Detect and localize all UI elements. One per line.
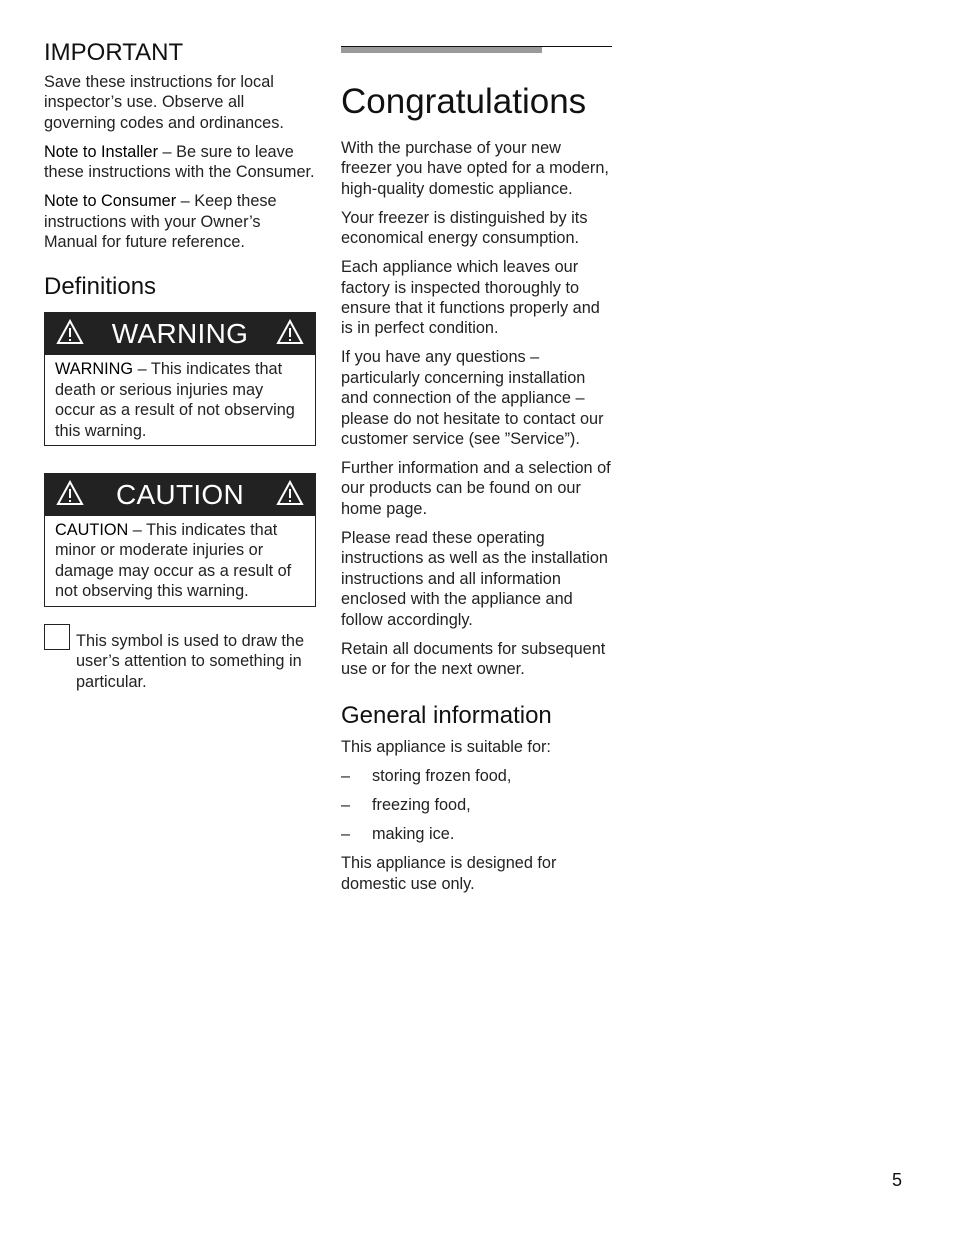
caution-title: CAUTION: [115, 479, 245, 511]
warning-term: WARNING: [55, 360, 134, 379]
list-item-text: freezing food,: [372, 796, 471, 815]
paragraph: If you have any questions – particularly concerning installation and connection of the appliance – please do not hesitate to contact our customer service (see ”Service”).: [341, 348, 604, 449]
warning-triangle-icon: [56, 480, 84, 506]
paragraph: Your freezer is distinguished by its economical energy consumption.: [341, 208, 588, 248]
warning-box: [44, 312, 316, 446]
symbol-text: This symbol is used to draw the user’s attention to something in particular.: [76, 631, 305, 691]
important-heading: IMPORTANT: [44, 39, 184, 66]
list-item: [341, 824, 615, 844]
paragraph: Each appliance which leaves our factory is inspected thoroughly to ensure that it functions properly and is in perfect condition.: [341, 258, 600, 338]
definitions-heading: Definitions: [44, 273, 157, 301]
rule-bar: [341, 46, 542, 53]
paragraph: Further information and a selection of our products can be found on our home page.: [341, 459, 611, 518]
attention-symbol-row: [44, 624, 316, 692]
page-title: Congratulations: [341, 82, 587, 121]
caution-header: [45, 474, 315, 516]
caution-body: [45, 516, 315, 606]
left-column: [44, 38, 316, 692]
note-consumer-text: – Keep these instructions with your Owner’s Manual for future reference.: [44, 192, 277, 252]
warning-definition: [55, 359, 305, 441]
paragraph: With the purchase of your new freezer you have opted for a modern, high-quality domestic appliance.: [341, 139, 609, 198]
warning-title: WARNING: [111, 318, 249, 350]
warning-triangle-icon: [276, 480, 304, 506]
note-installer-label: Note to Installer: [44, 142, 159, 161]
page-number: 5: [892, 1170, 903, 1190]
list-dash: –: [341, 767, 351, 786]
list-item-text: storing frozen food,: [372, 767, 512, 786]
right-column: [341, 38, 615, 894]
list-item: [341, 766, 615, 786]
list-item: [341, 795, 615, 815]
paragraph: Retain all documents for subsequent use or for the next owner.: [341, 639, 606, 678]
warning-body: [45, 355, 315, 445]
caution-term: CAUTION: [55, 521, 129, 540]
warning-triangle-icon: [56, 319, 84, 345]
note-consumer-label: Note to Consumer: [44, 192, 177, 211]
warning-triangle-icon: [276, 319, 304, 345]
note-installer-text: – Be sure to leave these instructions with the Consumer.: [44, 142, 315, 182]
general-outro: This appliance is designed for domestic use only.: [341, 854, 557, 893]
important-text: Save these instructions for local inspector’s use. Observe all governing codes and ordinances.: [44, 73, 284, 132]
list-dash: –: [341, 796, 351, 815]
warning-header: [45, 313, 315, 355]
attention-box-icon: [44, 624, 70, 650]
paragraph: Please read these operating instructions as well as the installation instructions and all information enclosed with the appliance and follow accordingly.: [341, 528, 608, 629]
note-to-installer: [44, 142, 316, 183]
general-information-heading: General information: [341, 702, 552, 730]
caution-text: – This indicates that minor or moderate injuries or damage may occur as a result of not observing this warning.: [55, 521, 292, 601]
note-to-consumer: [44, 191, 316, 252]
list-dash: –: [341, 825, 351, 844]
list-item-text: making ice.: [372, 825, 455, 844]
caution-definition: [55, 520, 305, 602]
rule-line: [341, 46, 612, 47]
caution-box: [44, 473, 316, 607]
general-intro: This appliance is suitable for:: [341, 738, 551, 757]
section-rule: [341, 46, 615, 62]
warning-text: – This indicates that death or serious injuries may occur as a result of not observing this warning.: [55, 360, 295, 440]
